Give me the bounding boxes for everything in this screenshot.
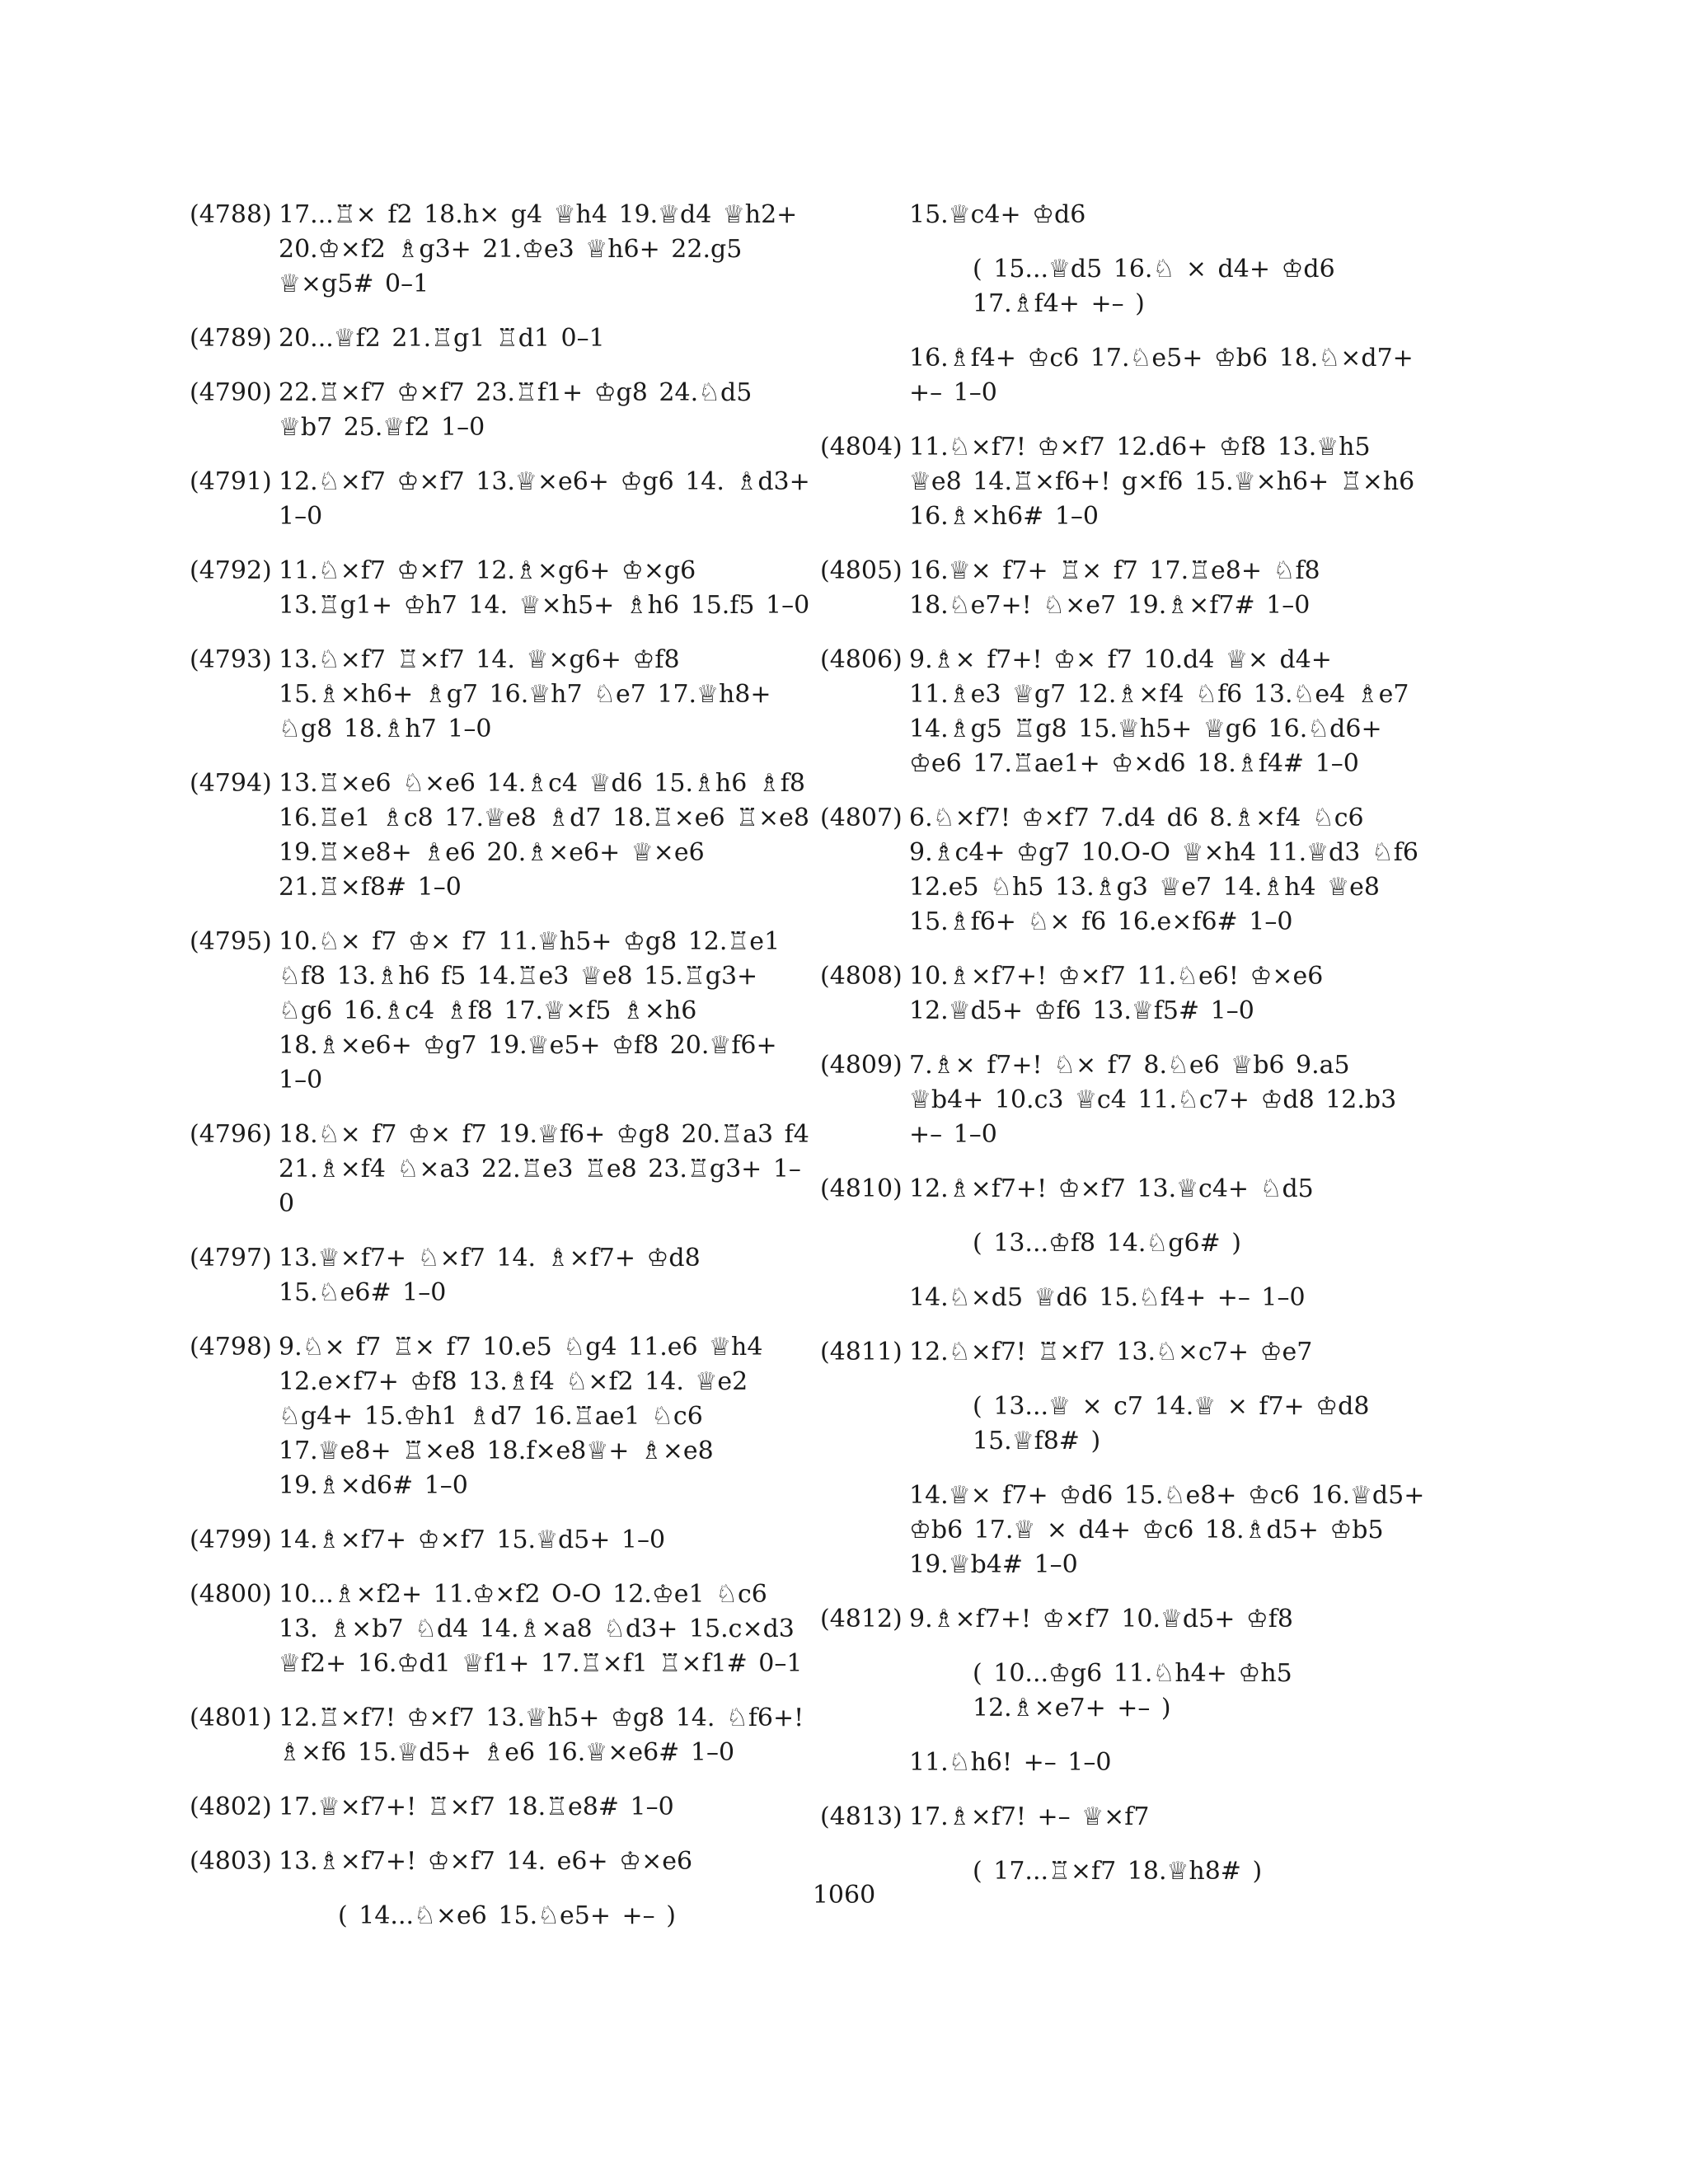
move-sequence: 13.♖×e6 ♘×e6 14.♗c4 ♕d6 15.♗h6 ♗f8 16.♖e1 ♗c8 17.♕e8 ♗d7 18.♖×e6 ♖×e8 19.♖×e8+ ♗e6 20.♗×e6+ ♕×e6 21.♖×f8# 1–0: [279, 769, 809, 902]
entry-number: (4807): [820, 804, 903, 832]
move-sequence: 14.♗×f7+ ♔×f7 15.♕d5+ 1–0: [279, 1526, 666, 1554]
move-sequence: 7.♗× f7+! ♘× f7 8.♘e6 ♕b6 9.a5 ♕b4+ 10.c3 ♕c4 11.♘c7+ ♔d8 12.b3 +– 1–0: [909, 1051, 1397, 1149]
entry-number: (4800): [190, 1580, 272, 1609]
entry-number: (4793): [190, 645, 272, 674]
entry-number: (4803): [190, 1847, 272, 1876]
game-entry: [190, 1118, 816, 1221]
move-sequence: 13.♘×f7 ♖×f7 14. ♕×g6+ ♔f8 15.♗×h6+ ♗g7 16.♕h7 ♘e7 17.♕h8+ ♘g8 18.♗h7 1–0: [279, 645, 771, 743]
move-sequence: 13.♗×f7+! ♔×f7 14. e6+ ♔×e6: [279, 1847, 693, 1876]
entry-number: (4789): [190, 324, 272, 353]
entry-number: (4801): [190, 1704, 272, 1732]
entry-number: (4813): [820, 1802, 903, 1831]
entry-number: (4797): [190, 1244, 272, 1272]
move-sequence: 12.♗×f7+! ♔×f7 13.♕c4+ ♘d5: [909, 1174, 1314, 1203]
continuation-line: 16.♗f4+ ♔c6 17.♘e5+ ♔b6 18.♘×d7+ +– 1–0: [909, 344, 1414, 407]
entry-number: (4809): [820, 1051, 903, 1080]
right-column: [820, 198, 1430, 1909]
entry-number: (4808): [820, 962, 903, 991]
move-sequence: 17.♕×f7+! ♖×f7 18.♖e8# 1–0: [279, 1793, 674, 1821]
game-entry: [190, 465, 816, 534]
move-sequence: 10.♗×f7+! ♔×f7 11.♘e6! ♔×e6 12.♕d5+ ♔f6 13.♕f5# 1–0: [909, 962, 1324, 1025]
continuation-line: 14.♘×d5 ♕d6 15.♘f4+ +– 1–0: [909, 1283, 1306, 1312]
game-entry: [820, 1335, 1430, 1370]
game-entry: [820, 1048, 1430, 1152]
move-sequence: 10.♘× f7 ♔× f7 11.♕h5+ ♔g8 12.♖e1 ♘f8 13.♗h6 f5 14.♖e3 ♕e8 15.♖g3+ ♘g6 16.♗c4 ♗f8 17.♕×f5 ♗×h6 18.♗×e6+ ♔g7 19.♕e5+ ♔f8 20.♕f6+ 1–0: [279, 927, 781, 1094]
game-entry: [820, 643, 1430, 781]
entry-number: (4795): [190, 927, 272, 956]
game-entry: [190, 1330, 816, 1503]
game-entry: [190, 1701, 816, 1770]
move-sequence: 17...♖× f2 18.h× g4 ♕h4 19.♕d4 ♕h2+ 20.♔×f2 ♗g3+ 21.♔e3 ♕h6+ 22.g5 ♕×g5# 0–1: [279, 200, 798, 298]
move-sequence: 12.♘×f7 ♔×f7 13.♕×e6+ ♔g6 14. ♗d3+ 1–0: [279, 467, 810, 531]
game-entry: [190, 1844, 816, 1879]
game-entry: [820, 430, 1430, 534]
entry-number: (4792): [190, 556, 272, 585]
game-entry: [190, 321, 816, 356]
entry-number: (4805): [820, 556, 903, 585]
variation-line: ( 15...♕d5 16.♘ × d4+ ♔d6 17.♗f4+ +– ): [973, 255, 1335, 318]
move-sequence: 22.♖×f7 ♔×f7 23.♖f1+ ♔g8 24.♘d5 ♕b7 25.♕f2 1–0: [279, 378, 753, 442]
game-entry: [820, 801, 1430, 940]
entry-number: (4811): [820, 1338, 903, 1366]
move-sequence: 12.♖×f7! ♔×f7 13.♕h5+ ♔g8 14. ♘f6+! ♗×f6 15.♕d5+ ♗e6 16.♕×e6# 1–0: [279, 1704, 804, 1767]
entry-number: (4791): [190, 467, 272, 496]
entry-number: (4798): [190, 1333, 272, 1361]
move-sequence: 17.♗×f7! +– ♕×f7: [909, 1802, 1150, 1831]
entry-number: (4794): [190, 769, 272, 798]
game-entry: [190, 1790, 816, 1825]
variation-line: ( 17...♖×f7 18.♕h8# ): [973, 1857, 1263, 1886]
game-entry: [820, 1602, 1430, 1637]
variation-line: ( 13...♔f8 14.♘g6# ): [973, 1229, 1241, 1258]
game-entry: [190, 198, 816, 302]
game-entry: [190, 1577, 816, 1681]
game-entry: [190, 554, 816, 623]
move-sequence: 9.♘× f7 ♖× f7 10.e5 ♘g4 11.e6 ♕h4 12.e×f7+ ♔f8 13.♗f4 ♘×f2 14. ♕e2 ♘g4+ 15.♔h1 ♗d7 16.♖ae1 ♘c6 17.♕e8+ ♖×e8 18.f×e8♕+ ♗×e8 19.♗×d6# 1–0: [279, 1333, 763, 1500]
move-sequence: 9.♗× f7+! ♔× f7 10.d4 ♕× d4+ 11.♗e3 ♕g7 12.♗×f4 ♘f6 13.♘e4 ♗e7 14.♗g5 ♖g8 15.♕h5+ ♕g6 16.♘d6+ ♔e6 17.♖ae1+ ♔×d6 18.♗f4# 1–0: [909, 645, 1409, 778]
move-sequence: 12.♘×f7! ♖×f7 13.♘×c7+ ♔e7: [909, 1338, 1313, 1366]
move-sequence: 11.♘×f7 ♔×f7 12.♗×g6+ ♔×g6 13.♖g1+ ♔h7 14. ♕×h5+ ♗h6 15.f5 1–0: [279, 556, 810, 620]
entry-number: (4812): [820, 1605, 903, 1633]
game-entry: [190, 766, 816, 905]
entry-number: (4790): [190, 378, 272, 407]
game-entry: [820, 959, 1430, 1029]
continuation-line: 11.♘h6! +– 1–0: [909, 1748, 1112, 1777]
entry-number: (4788): [190, 200, 272, 229]
continuation-line: 15.♕c4+ ♔d6: [909, 200, 1086, 229]
game-entry: [190, 643, 816, 747]
game-entry: [820, 554, 1430, 623]
page-number: 1060: [812, 1881, 876, 1910]
variation-line: ( 13...♕ × c7 14.♕ × f7+ ♔d8 15.♕f8# ): [973, 1392, 1370, 1455]
entry-number: (4802): [190, 1793, 272, 1821]
variation-line: ( 10...♔g6 11.♘h4+ ♔h5 12.♗×e7+ +– ): [973, 1659, 1292, 1722]
entry-number: (4804): [820, 433, 903, 462]
move-sequence: 16.♕× f7+ ♖× f7 17.♖e8+ ♘f8 18.♘e7+! ♘×e7 19.♗×f7# 1–0: [909, 556, 1320, 620]
left-column: [190, 198, 816, 1953]
move-sequence: 11.♘×f7! ♔×f7 12.d6+ ♔f8 13.♕h5 ♕e8 14.♖×f6+! g×f6 15.♕×h6+ ♖×h6 16.♗×h6# 1–0: [909, 433, 1415, 531]
variation-line: ( 14...♘×e6 15.♘e5+ +– ): [338, 1901, 676, 1930]
game-entry: [820, 1800, 1430, 1835]
entry-number: (4796): [190, 1120, 272, 1149]
game-entry: [820, 1172, 1430, 1207]
move-sequence: 10...♗×f2+ 11.♔×f2 O-O 12.♔e1 ♘c6 13. ♗×b7 ♘d4 14.♗×a8 ♘d3+ 15.c×d3 ♕f2+ 16.♔d1 ♕f1+ 17.♖×f1 ♖×f1# 0–1: [279, 1580, 803, 1678]
continuation-line: 14.♕× f7+ ♔d6 15.♘e8+ ♔c6 16.♕d5+ ♔b6 17.♕ × d4+ ♔c6 18.♗d5+ ♔b5 19.♕b4# 1–0: [909, 1481, 1425, 1579]
entry-number: (4799): [190, 1526, 272, 1554]
move-sequence: 20...♕f2 21.♖g1 ♖d1 0–1: [279, 324, 605, 353]
move-sequence: 18.♘× f7 ♔× f7 19.♕f6+ ♔g8 20.♖a3 f4 21.♗×f4 ♘×a3 22.♖e3 ♖e8 23.♖g3+ 1–0: [279, 1120, 809, 1218]
entry-number: (4806): [820, 645, 903, 674]
move-sequence: 9.♗×f7+! ♔×f7 10.♕d5+ ♔f8: [909, 1605, 1293, 1633]
move-sequence: 13.♕×f7+ ♘×f7 14. ♗×f7+ ♔d8 15.♘e6# 1–0: [279, 1244, 701, 1307]
entry-number: (4810): [820, 1174, 903, 1203]
game-entry: [190, 376, 816, 445]
game-entry: [190, 925, 816, 1098]
game-entry: [190, 1523, 816, 1558]
game-entry: [190, 1241, 816, 1310]
move-sequence: 6.♘×f7! ♔×f7 7.d4 d6 8.♗×f4 ♘c6 9.♗c4+ ♔g7 10.O-O ♕×h4 11.♕d3 ♘f6 12.e5 ♘h5 13.♗g3 ♕e7 14.♗h4 ♕e8 15.♗f6+ ♘× f6 16.e×f6# 1–0: [909, 804, 1418, 936]
